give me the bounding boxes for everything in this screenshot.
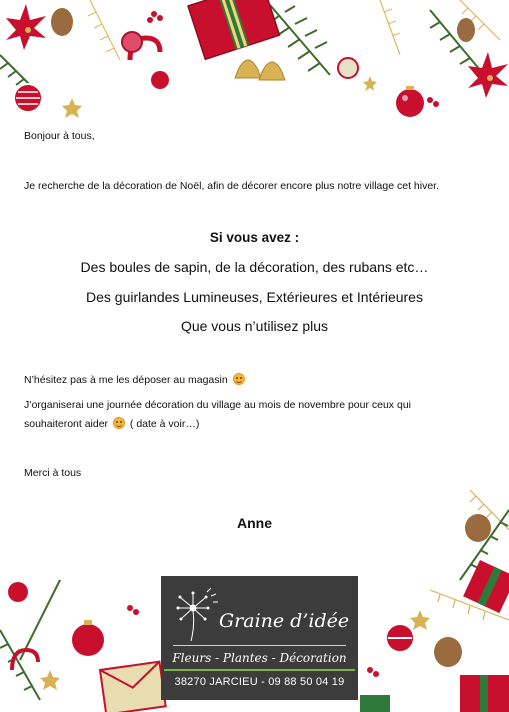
item-line: Des guirlandes Lumineuses, Extérieures et Intérieures [86,289,423,305]
christmas-header-decoration [0,0,509,122]
thanks-text: Merci à tous [24,467,82,479]
shop-tagline: Fleurs - Plantes - Décoration [172,651,347,665]
request-text: Je recherche de la décoration de Noël, afin de décorer encore plus notre village cet hiver. [24,180,439,192]
smiling-face-icon [233,373,245,385]
shop-address: 38270 JARCIEU - 09 88 50 04 19 [174,676,345,688]
item-line: Que vous n’utilisez plus [180,318,329,334]
event-text-part: souhaiteront aider [24,418,109,430]
card-divider [173,645,346,646]
dandelion-icon [173,586,221,642]
item-line: Des boules de sapin, de la décoration, des rubans etc… [80,259,429,275]
headline: Si vous avez : [209,230,300,245]
drop-off-label: N’hésitez pas à me les déposer au magasin [24,374,228,386]
greeting: Bonjour à tous, [24,130,95,142]
event-text-line-1: J’organiserai une journée décoration du village au mois de novembre pour ceux qui [24,399,411,411]
shop-name: Graine d’idée [219,610,350,632]
event-date-note: ( date à voir…) [129,418,200,430]
drop-off-text [24,373,247,387]
smiling-face-icon [113,417,125,429]
shop-card [161,576,358,700]
card-accent-strip [164,669,355,671]
signature: Anne [237,515,272,531]
event-text-line-2 [24,417,199,431]
